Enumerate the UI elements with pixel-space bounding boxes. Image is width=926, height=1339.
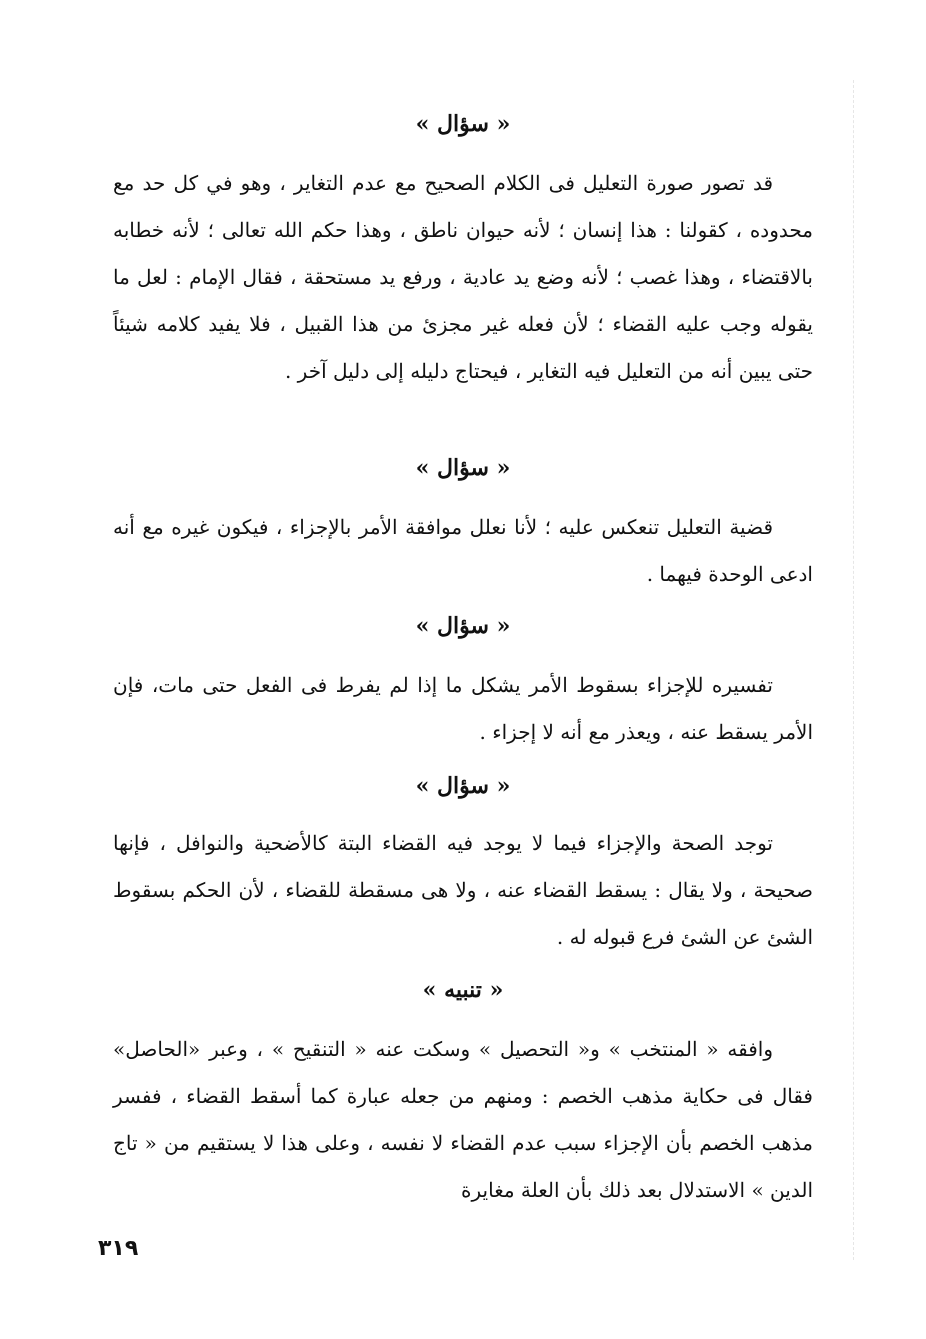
- section-body-4: توجد الصحة والإجزاء فيما لا يوجد فيه القضاء البتة كالأضحية والنوافل ، فإنها صحيحة ، ولا يقال : يسقط القضاء عنه ، ولا هى مسقطة للقضاء ، لأن الحكم بسقوط الشئ عن الشئ فرع قبوله له .: [113, 831, 813, 949]
- scan-edge-mark: [852, 80, 854, 1260]
- section-body-3: تفسيره للإجزاء بسقوط الأمر يشكل ما إذا لم يفرط فى الفعل حتى مات، فإن الأمر يسقط عنه ، ويعذر مع أنه لا إجزاء .: [113, 673, 813, 744]
- section-heading-1: « سؤال »: [415, 111, 511, 137]
- section-heading-2: « سؤال »: [415, 455, 511, 481]
- section-body-1: قد تصور صورة التعليل فى الكلام الصحيح مع عدم التغاير ، وهو في كل حد مع محدوده ، كقولنا : هذا إنسان ؛ لأنه حيوان ناطق ، وهذا حكم الله تعالى ؛ لأنه خطابه بالاقتضاء ، وهذا غصب ؛ لأنه وضع يد عادية ، ورفع يد مستحقة ، فقال الإمام : لعل ما يقوله وجب عليه القضاء ؛ لأن فعله غير مجزئ من هذا القبيل ، فلا يفيد كلامه شيئاً حتى يبين أنه من التعليل فيه التغاير ، فيحتاج دليله إلى دليل آخر .: [113, 171, 813, 383]
- section-body-2: قضية التعليل تنعكس عليه ؛ لأنا نعلل موافقة الأمر بالإجزاء ، فيكون غيره مع أنه ادعى الوحدة فيهما .: [113, 515, 813, 586]
- section-heading-4: « سؤال »: [415, 773, 511, 799]
- section-heading-3: « سؤال »: [415, 613, 511, 639]
- page-number: ٣١٩: [98, 1236, 139, 1261]
- section-body-5: وافقه « المنتخب » و« التحصيل » وسكت عنه « التنقيح » ، وعبر «الحاصل» فقال فى حكاية مذهب الخصم : ومنهم من جعله عبارة كما أسقط القضاء ، ففسر مذهب الخصم بأن الإجزاء سبب عدم القضاء لا نفسه ، وعلى هذا لا يستقيم من « تاج الدين » الاستدلال بعد ذلك بأن العلة مغايرة: [113, 1037, 813, 1202]
- section-heading-5: « تنبيه »: [422, 977, 504, 1003]
